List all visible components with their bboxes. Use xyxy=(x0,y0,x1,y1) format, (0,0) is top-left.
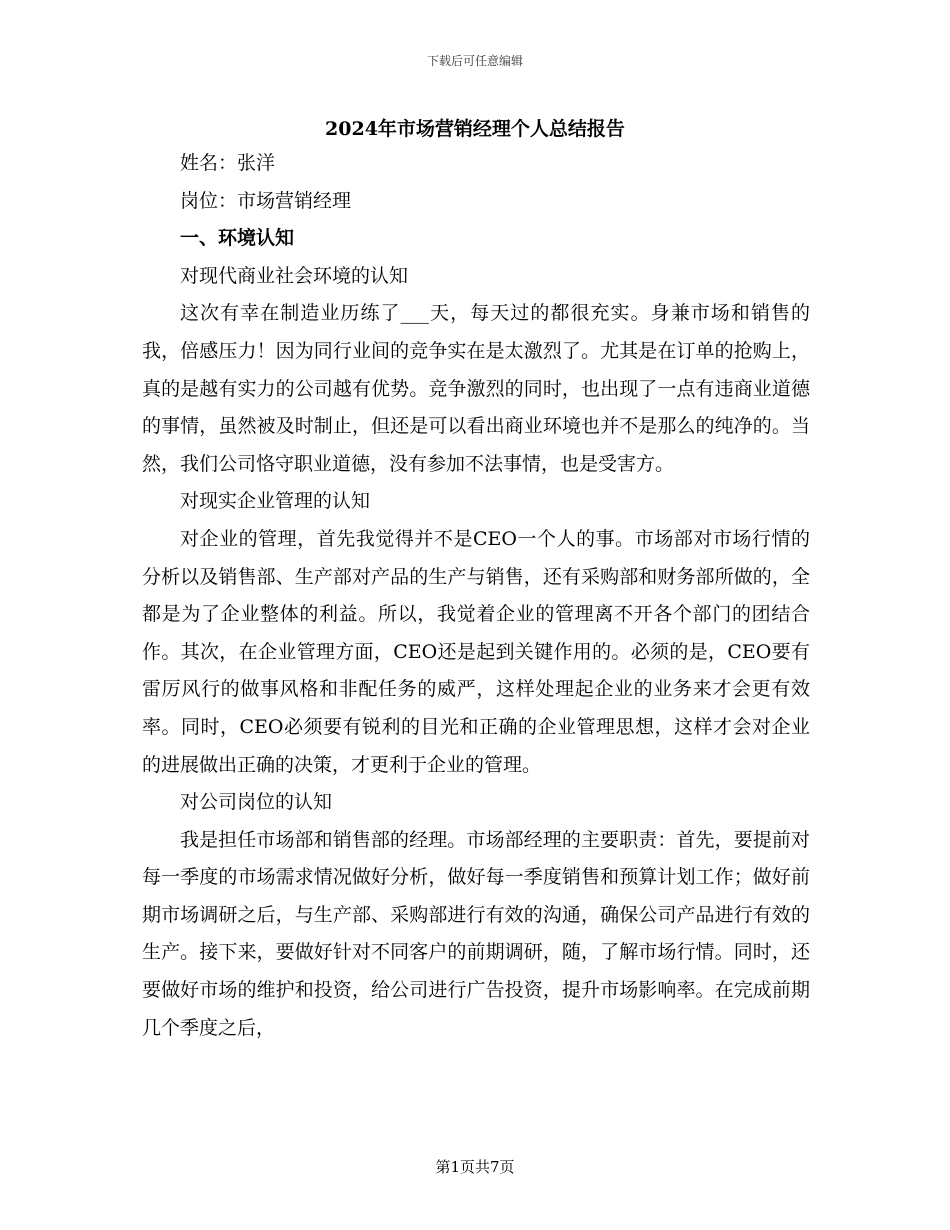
document-title: 2024年市场营销经理个人总结报告 xyxy=(325,118,625,140)
subheading-business-environment: 对现代商业社会环境的认知 xyxy=(180,264,409,287)
paragraph-enterprise-management: 对企业的管理，首先我觉得并不是CEO一个人的事。市场部对市场行情的分析以及销售部、生产部对产品的生产与销售，还有采购部和财务部所做的，全都是为了企业整体的利益。所以，我觉着企业的管理离不开各个部门的团结合作。其次，在企业管理方面，CEO还是起到关键作用的。必须的是，CEO要有雷厉风行的做事风格和非配任务的威严，这样处理起企业的业务来才会更有效率。同时，CEO必须要有锐利的目光和正确的企业管理思想，这样才会对企业的进展做出正确的决策，才更利于企业的管理。 xyxy=(142,527,810,776)
page-number-footer: 第1页共7页 xyxy=(435,1158,515,1176)
position-line: 岗位：市场营销经理 xyxy=(180,189,352,212)
section-heading-environment: 一、环境认知 xyxy=(180,227,295,250)
paragraph-company-position: 我是担任市场部和销售部的经理。市场部经理的主要职责：首先，要提前对每一季度的市场需求情况做好分析，做好每一季度销售和预算计划工作；做好前期市场调研之后，与生产部、采购部进行有效的沟通，确保公司产品进行有效的生产。接下来，要做好针对不同客户的前期调研，随，了解市场行情。同时，还要做好市场的维护和投资，给公司进行广告投资，提升市场影响率。在完成前期几个季度之后， xyxy=(142,828,810,1039)
header-note: 下载后可任意编辑 xyxy=(426,54,523,68)
name-line: 姓名：张洋 xyxy=(180,152,276,174)
document-body xyxy=(142,145,810,1047)
paragraph-business-environment: 这次有幸在制造业历练了___天，每天过的都很充实。身兼市场和销售的我，倍感压力！因为同行业间的竞争实在是太激烈了。尤其是在订单的抢购上，真的是越有实力的公司越有优势。竞争激烈的同时，也出现了一点有违商业道德的事情，虽然被及时制止，但还是可以看出商业环境也并不是那么的纯净的。当然，我们公司恪守职业道德，没有参加不法事情，也是受害方。 xyxy=(142,302,810,475)
subheading-company-position: 对公司岗位的认知 xyxy=(180,791,333,814)
subheading-enterprise-management: 对现实企业管理的认知 xyxy=(180,490,371,513)
